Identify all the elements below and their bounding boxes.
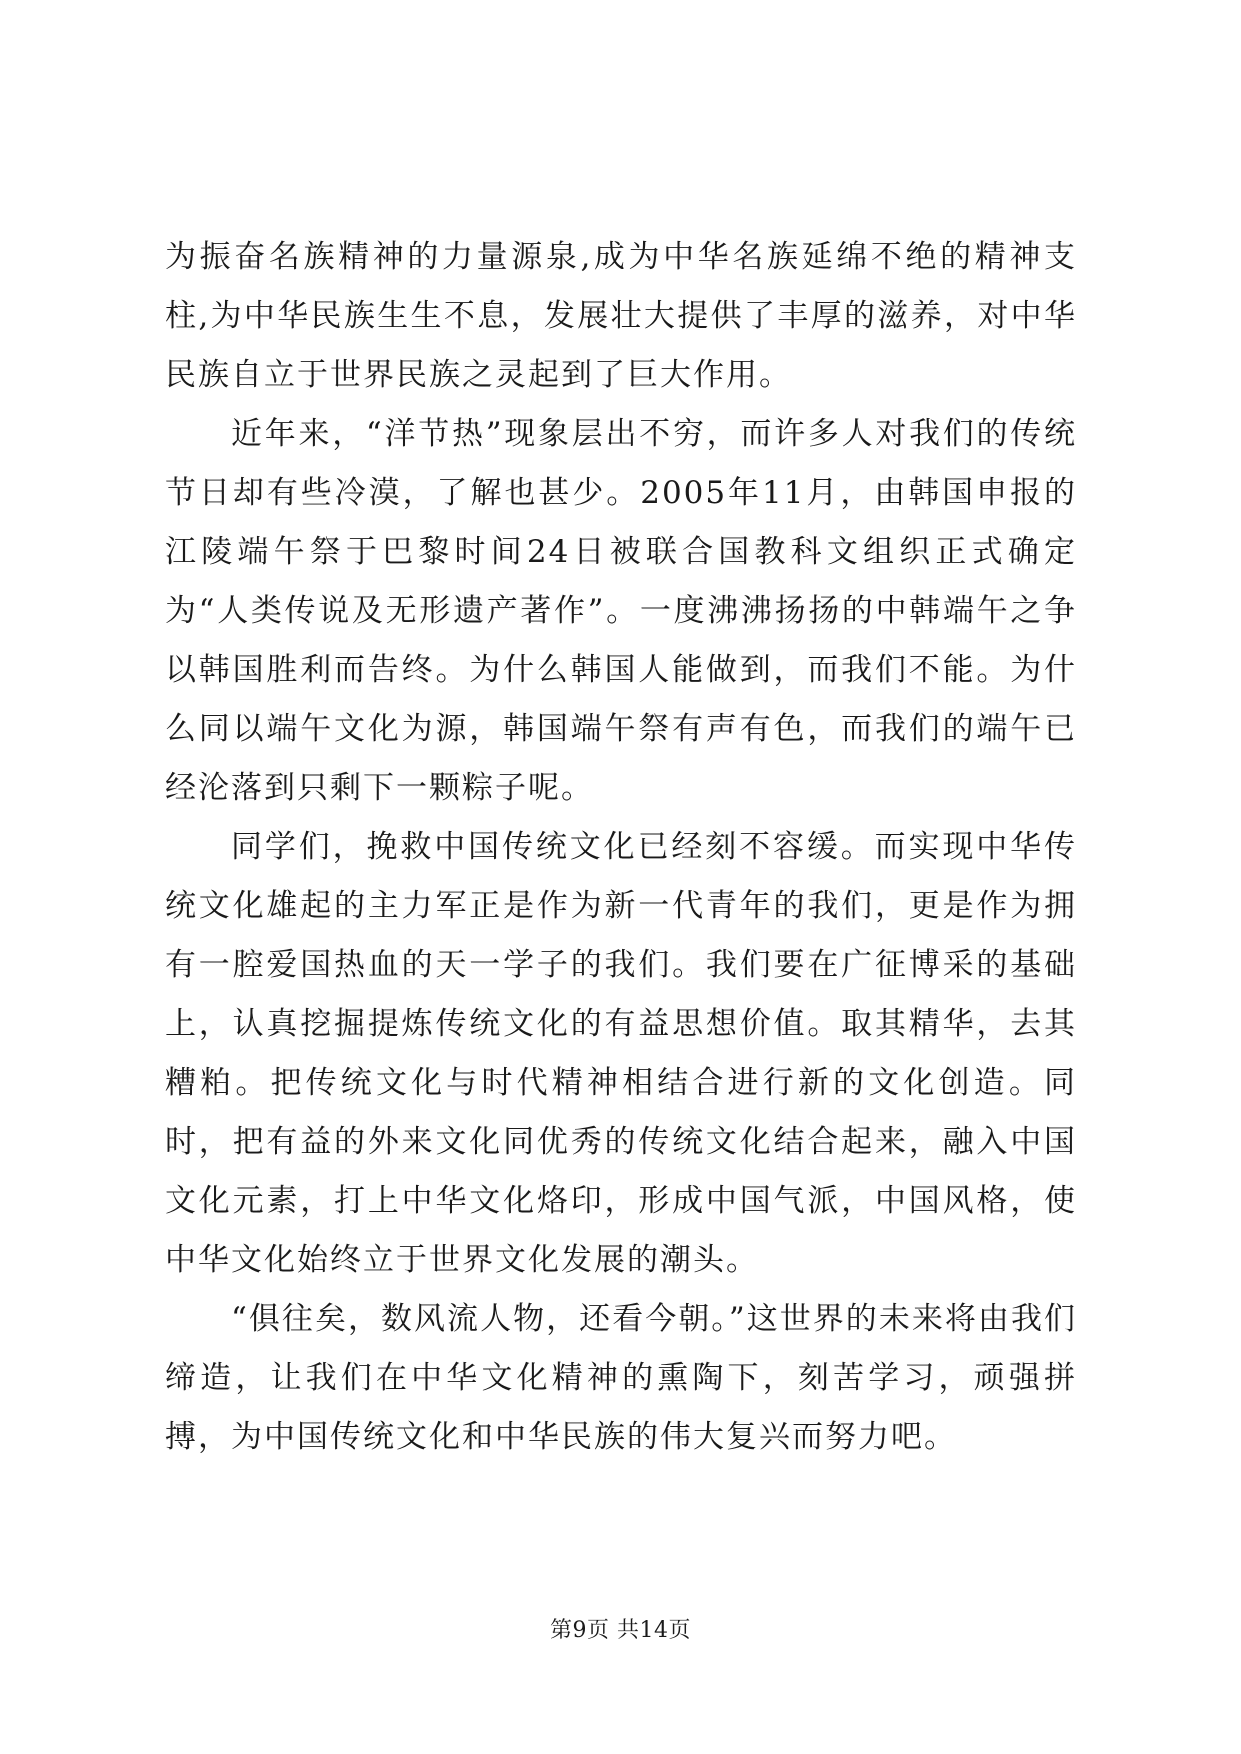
document-body — [165, 228, 1077, 1467]
paragraph-conclusion: “俱往矣，数风流人物，还看今朝。”这世界的未来将由我们缔造，让我们在中华文化精神的熏陶下，刻苦学习，顽强拼搏，为中国传统文化和中华民族的伟大复兴而努力吧。 — [165, 1301, 1077, 1455]
page-number-footer: 第9页 共14页 — [550, 1618, 691, 1643]
paragraph-foreign-festivals: 近年来，“洋节热”现象层出不穷，而许多人对我们的传统节日却有些冷漠，了解也甚少。2005年11月，由韩国申报的江陵端午祭于巴黎时间24日被联合国教科文组织正式确定为“人类传说及无形遗产著作”。一度沸沸扬扬的中韩端午之争以韩国胜利而告终。为什么韩国人能做到，而我们不能。为什么同以端午文化为源，韩国端午祭有声有色，而我们的端午已经沦落到只剩下一颗粽子呢。 — [165, 416, 1077, 806]
paragraph-rescue-culture: 同学们，挽救中国传统文化已经刻不容缓。而实现中华传统文化雄起的主力军正是作为新一代青年的我们，更是作为拥有一腔爱国热血的天一学子的我们。我们要在广征博采的基础上，认真挖掘提炼传统文化的有益思想价值。取其精华，去其糟粕。把传统文化与时代精神相结合进行新的文化创造。同时，把有益的外来文化同优秀的传统文化结合起来，融入中国文化元素，打上中华文化烙印，形成中国气派，中国风格，使中华文化始终立于世界文化发展的潮头。 — [165, 829, 1077, 1278]
paragraph-continuation: 为振奋名族精神的力量源泉,成为中华名族延绵不绝的精神支柱,为中华民族生生不息，发展壮大提供了丰厚的滋养，对中华民族自立于世界民族之灵起到了巨大作用。 — [165, 239, 1077, 393]
